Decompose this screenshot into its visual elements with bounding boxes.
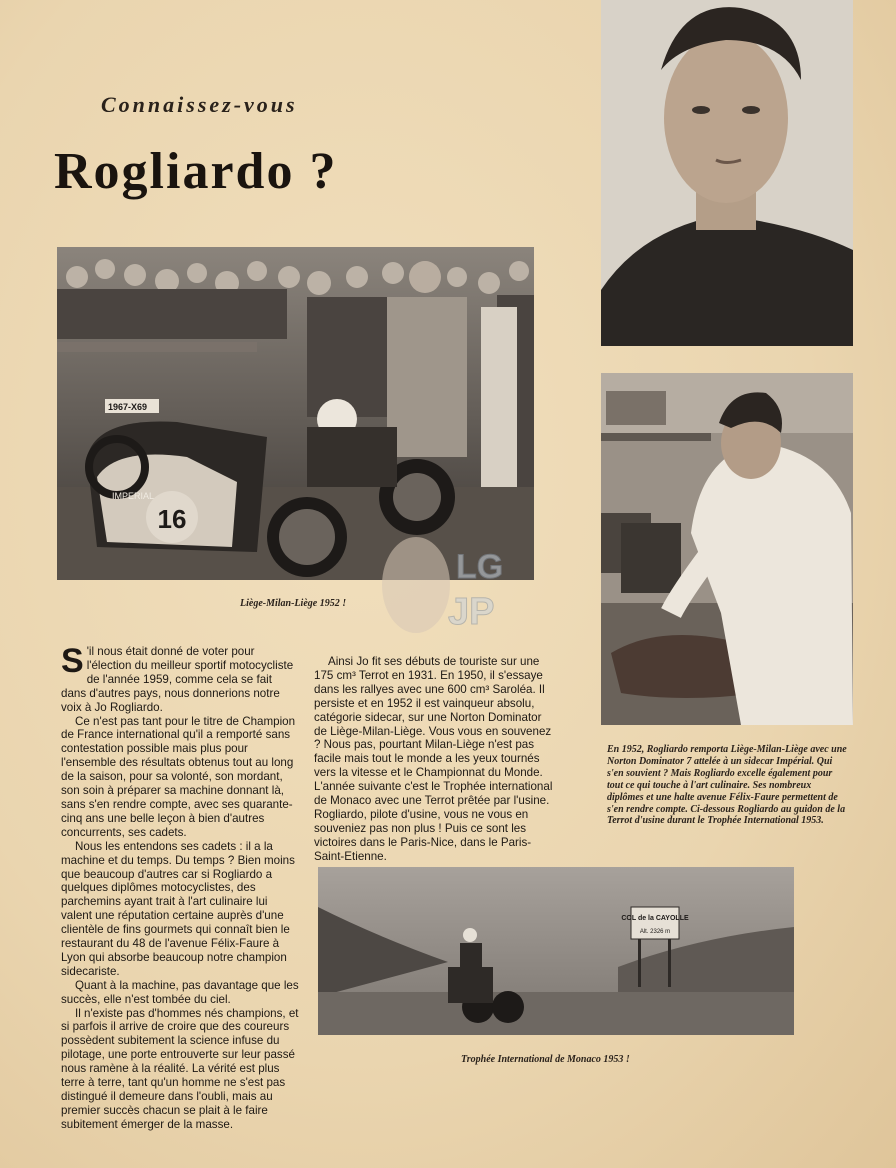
page-title: Rogliardo ? — [54, 143, 338, 200]
paragraph-2: Ce n'est pas tant pour le titre de Champion de France international qu'il a remporté sans contestation possible mais plus pour l'ensemble des résultats obtenus tout au long de la saison, pour sa volonté, son mordant, son soin à préparer sa machine donnant là, sans s'en rendre compte, avec ses quarante-cinq ans une belle leçon à bien d'autres concurrents, ses cadets. — [61, 714, 296, 839]
kitchen-photo — [601, 373, 853, 725]
sidecar-brand: IMPERIAL — [112, 491, 155, 501]
portrait-photo — [601, 0, 853, 346]
watermark-lg: LG — [456, 548, 504, 586]
drop-cap: S — [61, 642, 84, 680]
lg-jp-watermark — [378, 530, 518, 640]
headline-kicker: Connaissez-vous — [101, 92, 298, 117]
pass-sign-name: COL de la CAYOLLE — [621, 915, 689, 922]
watermark-jp: JP — [448, 591, 495, 633]
license-plate: 1967-X69 — [108, 402, 148, 412]
article-column-2 — [314, 655, 553, 864]
paragraph-1 — [61, 642, 300, 715]
race-number: 16 — [157, 504, 187, 534]
paragraph-5: Il n'existe pas d'hommes nés champions, et si parfois il arrive de croire que des coureurs possèdent subitement la science infuse du pilotage, une porte entrouverte sur leur passé nous ramène à la réalité. La vérité est plus terre à terre, tant qu'un homme ne s'est pas distingué il demeure dans l'oubli, mais au premier succès chacun se plait à le faire subitement émerger de la masse. — [61, 1006, 299, 1131]
pass-sign-altitude: Alt. 2326 m — [639, 929, 671, 935]
paragraph-6: Ainsi Jo fit ses débuts de touriste sur une 175 cm³ Terrot en 1931. En 1950, il s'essaye dans les rallyes avec une 600 cm³ Saroléa. Il persiste et en 1952 il est vainqueur absolu, catégorie sidecar, sur une Norton Dominator de Liège-Milan-Liège. Vous vous en souvenez ? Nous pas, pourtant Milan-Liège n'est pas facile mais tout le monde a les yeux tournés vers la vitesse et le Championnat du Monde. L'année suivante c'est le Trophée international de Monaco avec une Terrot prêtée par l'usine. Rogliardo, pilote d'usine, vous ne vous en souveniez pas non plus ! Puis ce sont les victoires dans le Paris-Nice, dans le Paris-Saint-Etienne. — [314, 655, 553, 863]
mountain-photo — [318, 867, 794, 1035]
article-column-1 — [61, 642, 300, 1132]
mountain-caption: Trophée International de Monaco 1953 ! — [461, 1054, 630, 1065]
paragraph-3: Nous les entendons ses cadets : il a la machine et du temps. Du temps ? Bien moins que beaucoup d'autres car si Rogliardo a quelques diplômes motocyclistes, des parchemins ayant trait à l'art culinaire lui valent une réputation certaine auprès d'une clientèle de fins gourmets qui connaît bien le restaurant du 48 de l'avenue Félix-Faure à Lyon qui absorbe beaucoup notre champion sidecariste. — [61, 839, 295, 978]
paragraph-1-text: 'il nous était donné de voter pour l'élection du meilleur sportif motocycliste de l'année 1959, comme cela se fait dans d'autres pays, nous donnerions notre voix à Jo Rogliardo. — [61, 645, 294, 714]
paragraph-4: Quant à la machine, pas davantage que les succès, elle n'est tombée du ciel. — [61, 978, 299, 1006]
kitchen-caption: En 1952, Rogliardo remporta Liège-Milan-Liège avec une Norton Dominator 7 attelée à un sidecar Impérial. Qui s'en souvient ? Mais Rogliardo excelle également pour tout ce qui touche à l'art culinaire. Ses nombreux diplômes et une halte avenue Félix-Faure permettent de s'en rendre compte. Ci-dessous Rogliardo au guidon de la Terrot d'usine durant le Trophée International 1953. — [607, 744, 847, 827]
race-start-caption: Liège-Milan-Liège 1952 ! — [240, 598, 347, 609]
